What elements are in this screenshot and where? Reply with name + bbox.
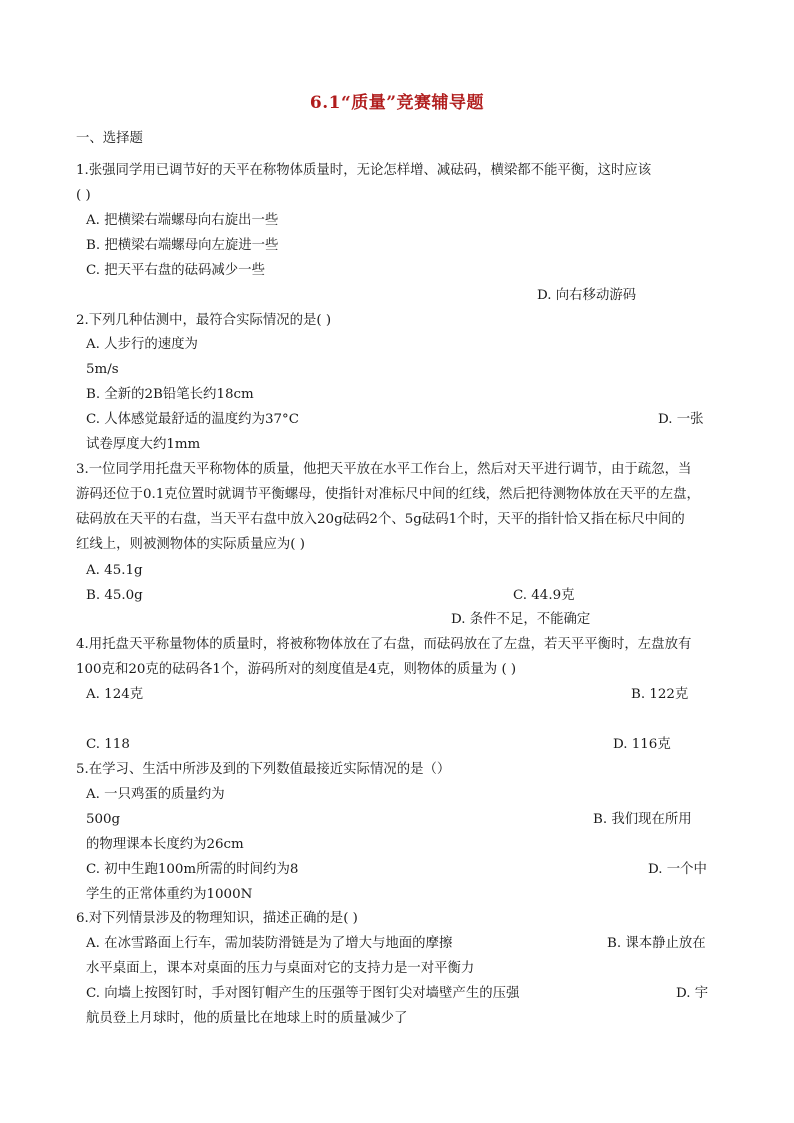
question-1-option-c: C. 把天平右盘的砝码减少一些 — [86, 263, 265, 278]
question-1-answer-paren: ( ) — [76, 188, 91, 203]
question-6-option-d: D. 宇 — [676, 986, 709, 1001]
question-4-option-c: C. 118 — [86, 737, 130, 752]
question-6-stem: 6.对下列情景涉及的物理知识，描述正确的是( ) — [76, 911, 358, 926]
question-5-option-b-cont: 的物理课本长度约为26cm — [86, 837, 244, 852]
question-6-option-d-cont: 航员登上月球时，他的质量比在地球上时的质量减少了 — [86, 1011, 408, 1026]
question-3-option-a: A. 45.1g — [86, 563, 143, 578]
question-5-option-a-cont: 500g — [86, 812, 121, 827]
question-2-option-d-cont: 试卷厚度大约1mm — [86, 437, 201, 452]
question-1-option-b: B. 把横梁右端螺母向左旋进一些 — [86, 238, 279, 253]
question-2-option-d: D. 一张 — [658, 412, 704, 427]
question-1-stem: 1.张强同学用已调节好的天平在称物体质量时，无论怎样增、减砝码，横梁都不能平衡，这时应该 — [76, 163, 652, 178]
question-6-option-a: A. 在冰雪路面上行车，需加装防滑链是为了增大与地面的摩擦 — [86, 936, 453, 951]
question-3-stem-line-4: 红线上，则被测物体的实际质量应为( ) — [76, 537, 305, 552]
question-5-option-a: A. 一只鸡蛋的质量约为 — [86, 787, 225, 802]
question-3-option-c: C. 44.9克 — [513, 588, 575, 603]
question-5-option-d-cont: 学生的正常体重约为1000N — [86, 887, 253, 902]
question-4-stem-line-2: 100克和20克的砝码各1个，游码所对的刻度值是4克，则物体的质量为 ( ) — [76, 662, 517, 677]
question-6-option-b: B. 课本静止放在 — [607, 936, 706, 951]
question-4-stem-line-1: 4.用托盘天平称量物体的质量时，将被称物体放在了右盘，而砝码放在了左盘，若天平平衡时，左盘放有 — [76, 637, 692, 652]
question-4-option-a: A. 124克 — [86, 687, 144, 702]
question-2-option-b: B. 全新的2B铅笔长约18cm — [86, 387, 254, 402]
question-1-option-a: A. 把横梁右端螺母向右旋出一些 — [86, 213, 279, 228]
question-1-option-d: D. 向右移动游码 — [537, 288, 637, 303]
question-2-option-a: A. 人步行的速度为 — [86, 337, 198, 352]
question-3-option-b: B. 45.0g — [86, 588, 143, 603]
question-6-option-b-cont: 水平桌面上，课本对桌面的压力与桌面对它的支持力是一对平衡力 — [86, 961, 475, 976]
question-5-option-b: B. 我们现在所用 — [593, 812, 692, 827]
question-5-option-c: C. 初中生跑100m所需的时间约为8 — [86, 862, 299, 877]
question-2-option-a-cont: 5m/s — [86, 362, 119, 377]
question-4-option-b: B. 122克 — [631, 687, 689, 702]
question-3-stem-line-1: 3.一位同学用托盘天平称物体的质量，他把天平放在水平工作台上，然后对天平进行调节，由于疏忽，当 — [76, 462, 692, 477]
question-3-stem-line-3: 砝码放在天平的右盘，当天平右盘中放入20g砝码2个、5g砝码1个时，天平的指针恰又指在标尺中间的 — [76, 512, 685, 527]
question-2-stem: 2.下列几种估测中，最符合实际情况的是( ) — [76, 313, 332, 328]
question-5-stem: 5.在学习、生活中所涉及到的下列数值最接近实际情况的是（） — [76, 762, 451, 777]
question-4-option-d: D. 116克 — [613, 737, 671, 752]
question-6-option-c: C. 向墙上按图钉时，手对图钉帽产生的压强等于图钉尖对墙壁产生的压强 — [86, 986, 520, 1001]
page-title: 6.1“质量”竞赛辅导题 — [309, 93, 485, 113]
question-5-option-d: D. 一个中 — [648, 862, 707, 877]
section-heading: 一、选择题 — [76, 131, 143, 146]
question-3-stem-line-2: 游码还位于0.1克位置时就调节平衡螺母，使指针对准标尺中间的红线，然后把待测物体放在天平的左盘， — [76, 487, 700, 502]
question-2-option-c: C. 人体感觉最舒适的温度约为37°C — [86, 412, 299, 427]
question-3-option-d: D. 条件不足，不能确定 — [451, 612, 591, 627]
